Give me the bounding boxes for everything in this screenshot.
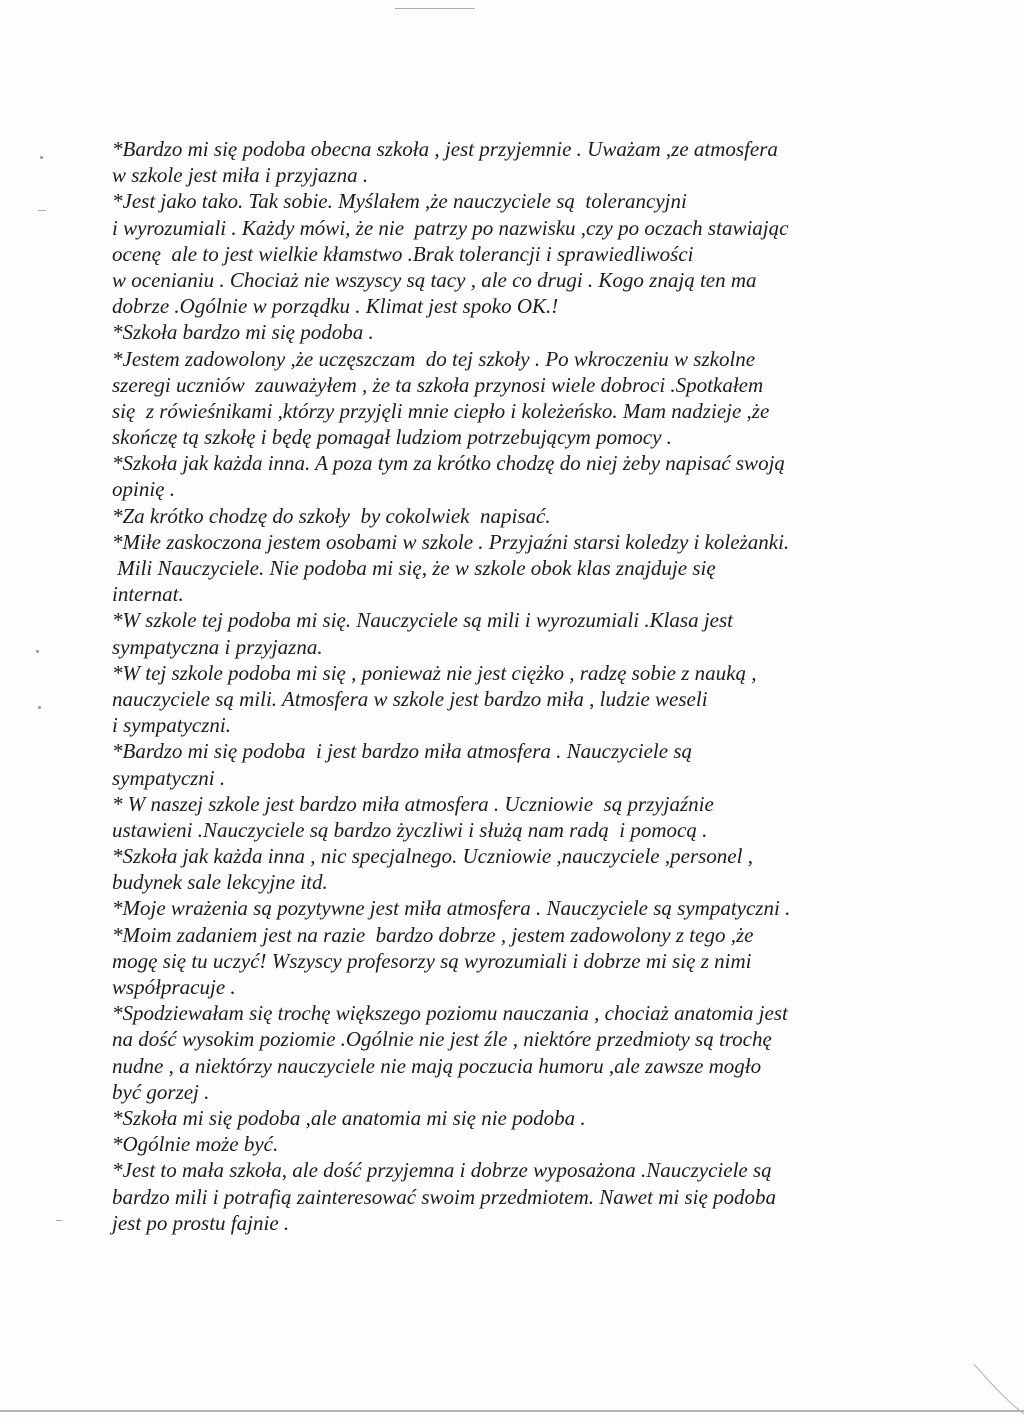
text-line: dobrze .Ogólnie w porządku . Klimat jest spoko OK.! bbox=[112, 294, 559, 319]
text-line: *Bardzo mi się podoba i jest bardzo miła atmosfera . Nauczyciele są bbox=[112, 739, 692, 764]
text-line: *Szkoła mi się podoba ,ale anatomia mi się nie podoba . bbox=[112, 1105, 586, 1130]
text-line: być gorzej . bbox=[112, 1079, 210, 1104]
text-line: mogę się tu uczyć! Wszyscy profesorzy są wyrozumiali i dobrze mi się z nimi bbox=[112, 948, 752, 973]
text-line: *Szkoła jak każda inna. A poza tym za krótko chodzę do niej żeby napisać swoją bbox=[112, 451, 785, 476]
scan-bottom-edge bbox=[0, 1410, 1024, 1412]
text-line: *Jestem zadowolony ,że uczęszczam do tej szkoły . Po wkroczeniu w szkolne bbox=[112, 346, 756, 371]
text-line: *W tej szkole podoba mi się , ponieważ nie jest ciężko , radzę sobie z nauką , bbox=[112, 660, 757, 685]
text-line: *Szkoła jak każda inna , nic specjalnego. Uczniowie ,nauczyciele ,personel , bbox=[112, 844, 753, 869]
scan-artifact bbox=[38, 210, 46, 211]
text-line: ocenę ale to jest wielkie kłamstwo .Brak tolerancji i sprawiedliwości bbox=[112, 241, 694, 266]
text-line: i sympatyczni. bbox=[112, 713, 231, 738]
text-line: *Moim zadaniem jest na razie bardzo dobrze , jestem zadowolony z tego ,że bbox=[112, 922, 754, 947]
text-line: *Ogólnie może być. bbox=[112, 1132, 279, 1157]
text-line: sympatyczna i przyjazna. bbox=[112, 634, 323, 659]
text-line: *Spodziewałam się trochę większego poziomu nauczania , chociaż anatomia jest bbox=[112, 1001, 788, 1026]
scan-artifact bbox=[36, 650, 39, 653]
survey-responses-text bbox=[112, 136, 902, 1236]
text-line: bardzo mili i potrafią zainteresować swoim przedmiotem. Nawet mi się podoba bbox=[112, 1184, 777, 1209]
text-line: i wyrozumiali . Każdy mówi, że nie patrzy po nazwisku ,czy po oczach stawiając bbox=[112, 215, 789, 240]
text-line: *Jest jako tako. Tak sobie. Myślałem ,że nauczyciele są tolerancyjni bbox=[112, 189, 687, 214]
scan-artifact bbox=[395, 8, 475, 9]
text-line: *W szkole tej podoba mi się. Nauczyciele są mili i wyrozumiali .Klasa jest bbox=[112, 608, 733, 633]
text-line: sympatyczni . bbox=[112, 765, 226, 790]
text-line: jest po prostu fajnie . bbox=[112, 1210, 290, 1235]
text-line: opinię . bbox=[112, 477, 175, 502]
text-line: na dość wysokim poziomie .Ogólnie nie jest źle , niektóre przedmioty są trochę bbox=[112, 1027, 772, 1052]
text-line: *Szkoła bardzo mi się podoba . bbox=[112, 320, 374, 345]
text-line: ustawieni .Nauczyciele są bardzo życzliwi i służą nam radą i pomocą . bbox=[112, 817, 708, 842]
text-line: w szkole jest miła i przyjazna . bbox=[112, 163, 369, 188]
text-line: *Miłe zaskoczona jestem osobami w szkole . Przyjaźni starsi koledzy i koleżanki. bbox=[112, 529, 790, 554]
text-line: szeregi uczniów zauważyłem , że ta szkoła przynosi wiele dobroci .Spotkałem bbox=[112, 372, 764, 397]
text-line: w ocenianiu . Chociaż nie wszyscy są tacy , ale co drugi . Kogo znają ten ma bbox=[112, 267, 757, 292]
text-line: internat. bbox=[112, 582, 184, 607]
text-line: budynek sale lekcyjne itd. bbox=[112, 870, 328, 895]
text-line: nauczyciele są mili. Atmosfera w szkole jest bardzo miła , ludzie weseli bbox=[112, 686, 708, 711]
text-line: *Jest to mała szkoła, ale dość przyjemna i dobrze wyposażona .Nauczyciele są bbox=[112, 1158, 772, 1183]
page-corner-fold bbox=[954, 1364, 1024, 1424]
text-line: *Za krótko chodzę do szkoły by cokolwiek napisać. bbox=[112, 503, 551, 528]
scan-artifact bbox=[38, 706, 41, 709]
scan-artifact bbox=[40, 156, 43, 159]
text-line: *Moje wrażenia są pozytywne jest miła atmosfera . Nauczyciele są sympatyczni . bbox=[112, 896, 791, 921]
text-line: nudne , a niektórzy nauczyciele nie mają poczucia humoru ,ale zawsze mogło bbox=[112, 1053, 762, 1078]
text-line: współpracuje . bbox=[112, 975, 236, 999]
text-line: * W naszej szkole jest bardzo miła atmosfera . Uczniowie są przyjaźnie bbox=[112, 791, 714, 816]
text-line: się z rówieśnikami ,którzy przyjęli mnie ciepło i koleżeńsko. Mam nadzieje ,że bbox=[112, 398, 770, 423]
text-line: *Bardzo mi się podoba obecna szkoła , jest przyjemnie . Uważam ,ze atmosfera bbox=[112, 137, 778, 161]
text-line: skończę tą szkołę i będę pomagał ludziom potrzebującym pomocy . bbox=[112, 425, 672, 450]
scan-artifact bbox=[56, 1220, 62, 1221]
text-line: Mili Nauczyciele. Nie podoba mi się, że w szkole obok klas znajduje się bbox=[112, 556, 716, 580]
